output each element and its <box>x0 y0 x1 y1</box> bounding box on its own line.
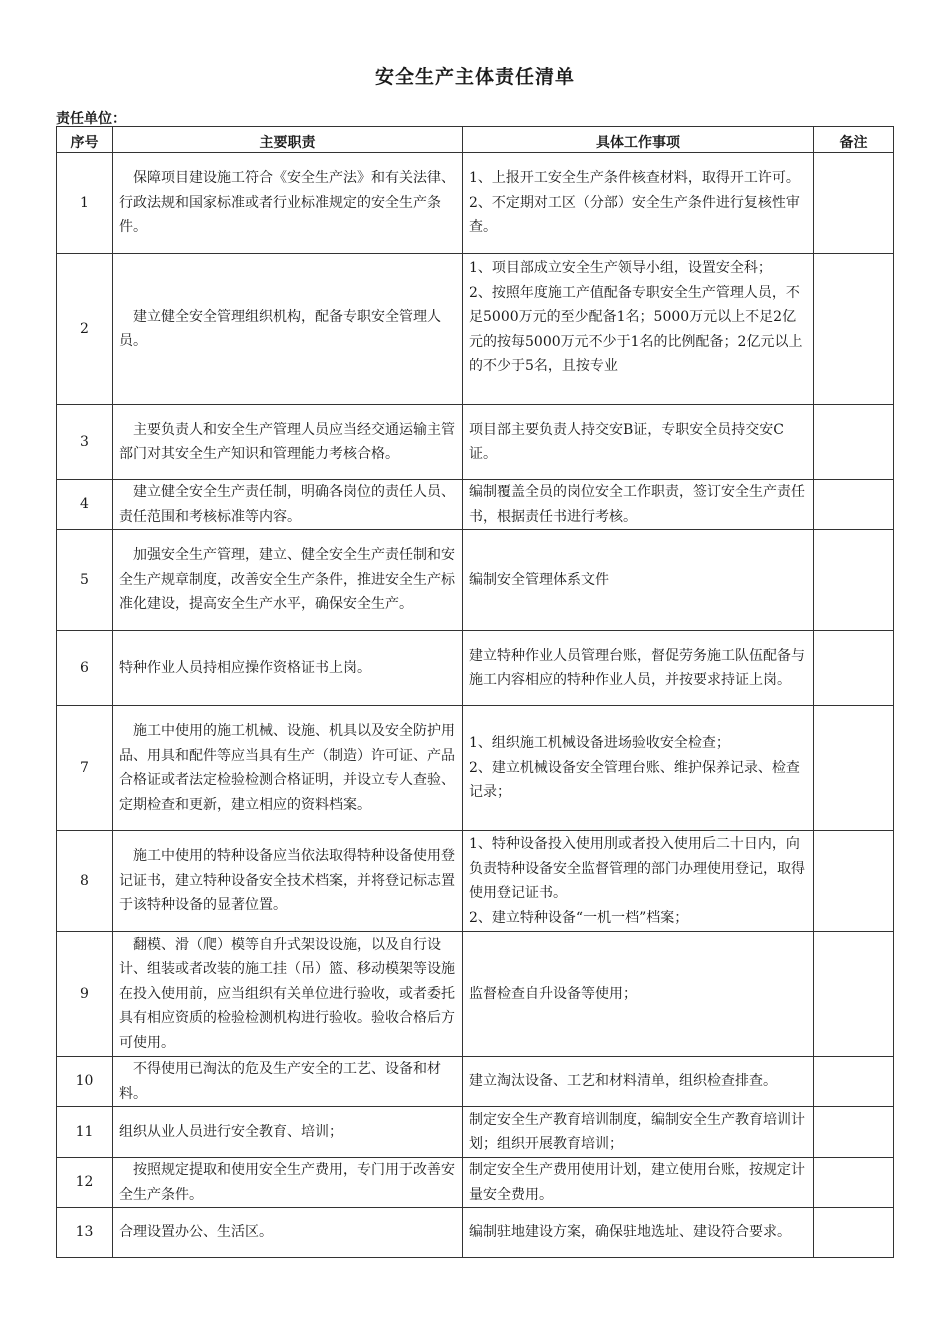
duty-text: 不得使用已淘汰的危及生产安全的工艺、设备和材料。 <box>119 1061 441 1102</box>
row-serial-no: 2 <box>57 254 113 405</box>
duty-text: 组织从业人员进行安全教育、培训； <box>119 1123 343 1140</box>
row-remark <box>814 1158 894 1208</box>
row-serial-no: 8 <box>57 831 113 932</box>
row-work-items <box>463 831 814 932</box>
duty-text: 建立健全安全管理组织机构，配备专职安全管理人员。 <box>119 308 441 349</box>
table-row <box>57 153 894 254</box>
row-remark <box>814 480 894 530</box>
work-item-text: 2、建立特种设备“一机一档”档案； <box>469 909 689 926</box>
row-work-items <box>463 631 814 706</box>
work-item-text: 1、项目部成立安全生产领导小组，设置安全科； <box>469 260 772 276</box>
row-serial-no: 7 <box>57 706 113 831</box>
work-item-text: 编制安全管理体系文件 <box>469 571 609 588</box>
header-work-items: 具体工作事项 <box>463 127 814 153</box>
row-serial-no: 10 <box>57 1057 113 1107</box>
work-item-text: 2、不定期对工区（分部）安全生产条件进行复核性审查。 <box>469 194 800 236</box>
work-item-text: 制定安全生产教育培训制度，编制安全生产教育培训计划；组织开展教育培训； <box>469 1111 805 1152</box>
table-row <box>57 1208 894 1258</box>
work-item-text: 监督检查自升设备等使用； <box>469 985 637 1002</box>
row-duty <box>113 1208 463 1258</box>
row-work-items <box>463 1107 814 1158</box>
row-work-items <box>463 153 814 254</box>
table-row <box>57 1107 894 1158</box>
table-row <box>57 254 894 405</box>
table-header-row <box>57 127 894 153</box>
responsible-unit-label: 责任单位： <box>56 111 126 127</box>
row-work-items <box>463 1057 814 1107</box>
duty-text: 特种作业人员持相应操作资格证书上岗。 <box>119 659 371 676</box>
row-serial-no: 9 <box>57 932 113 1057</box>
table-row <box>57 480 894 530</box>
duty-text: 加强安全生产管理，建立、健全安全生产责任制和安全生产规章制度，改善安全生产条件，推进安全生产标准化建设，提高安全生产水平，确保安全生产。 <box>119 547 455 613</box>
row-duty <box>113 480 463 530</box>
row-serial-no: 11 <box>57 1107 113 1158</box>
work-item-text: 编制覆盖全员的岗位安全工作职责，签订安全生产责任书，根据责任书进行考核。 <box>469 484 805 525</box>
table-row <box>57 932 894 1057</box>
row-serial-no: 12 <box>57 1158 113 1208</box>
duty-text: 建立健全安全生产责任制，明确各岗位的责任人员、责任范围和考核标准等内容。 <box>119 484 455 525</box>
row-work-items <box>463 254 814 405</box>
row-remark <box>814 706 894 831</box>
duty-text: 保障项目建设施工符合《安全生产法》和有关法律、行政法规和国家标准或者行业标准规定的安全生产条件。 <box>119 170 455 236</box>
row-remark <box>814 405 894 480</box>
table-row <box>57 1158 894 1208</box>
row-duty <box>113 706 463 831</box>
table-row <box>57 706 894 831</box>
row-remark <box>814 831 894 932</box>
row-work-items <box>463 1158 814 1208</box>
duty-text: 翻模、滑（爬）模等自升式架设设施，以及自行设计、组装或者改装的施工挂（吊）篮、移动模架等设施在投入使用前，应当组织有关单位进行验收，或者委托具有相应资质的检验检测机构进行验收。验收合格后方可使用。 <box>119 936 455 1051</box>
row-remark <box>814 153 894 254</box>
row-serial-no: 6 <box>57 631 113 706</box>
work-item-text: 制定安全生产费用使用计划，建立使用台账，按规定计量安全费用。 <box>469 1162 805 1203</box>
row-remark <box>814 1208 894 1258</box>
row-remark <box>814 932 894 1057</box>
row-work-items <box>463 706 814 831</box>
row-remark <box>814 1057 894 1107</box>
duty-text: 施工中使用的特种设备应当依法取得特种设备使用登记证书，建立特种设备安全技术档案，并将登记标志置于该特种设备的显著位置。 <box>119 848 455 914</box>
row-duty <box>113 831 463 932</box>
header-main-duty: 主要职责 <box>113 127 463 153</box>
work-item-text: 1、上报开工安全生产条件核查材料，取得开工许可。 <box>469 170 800 187</box>
duty-text: 主要负责人和安全生产管理人员应当经交通运输主管部门对其安全生产知识和管理能力考核合格。 <box>119 421 455 462</box>
row-remark <box>814 254 894 405</box>
row-serial-no: 13 <box>57 1208 113 1258</box>
table-row <box>57 530 894 631</box>
work-item-text: 2、建立机械设备安全管理台账、维护保养记录、检查记录； <box>469 759 800 801</box>
row-work-items <box>463 1208 814 1258</box>
duty-text: 按照规定提取和使用安全生产费用，专门用于改善安全生产条件。 <box>119 1162 455 1203</box>
row-duty <box>113 1107 463 1158</box>
work-item-text: 2、按照年度施工产值配备专职安全生产管理人员，不足5000万元的至少配备1名；5000万元以上不足2亿元的按每5000万元不少于1名的比例配备；2亿元以上的不少于5名，且按专业 <box>469 284 803 374</box>
row-remark <box>814 631 894 706</box>
row-serial-no: 3 <box>57 405 113 480</box>
row-duty <box>113 631 463 706</box>
row-serial-no: 1 <box>57 153 113 254</box>
table-row <box>57 405 894 480</box>
row-serial-no: 5 <box>57 530 113 631</box>
work-item-text: 建立淘汰设备、工艺和材料清单，组织检查排查。 <box>469 1073 777 1090</box>
work-item-text: 建立特种作业人员管理台账，督促劳务施工队伍配备与施工内容相应的特种作业人员，并按要求持证上岗。 <box>469 647 805 688</box>
row-duty <box>113 254 463 405</box>
responsibility-table <box>56 126 894 1258</box>
row-work-items <box>463 405 814 480</box>
header-serial-no: 序号 <box>57 127 113 153</box>
row-duty <box>113 153 463 254</box>
table-row <box>57 831 894 932</box>
duty-text: 合理设置办公、生活区。 <box>119 1224 273 1241</box>
row-duty <box>113 1158 463 1208</box>
table-row <box>57 1057 894 1107</box>
work-item-text: 1、组织施工机械设备进场验收安全检查； <box>469 735 730 752</box>
row-duty <box>113 405 463 480</box>
row-work-items <box>463 480 814 530</box>
row-work-items <box>463 932 814 1057</box>
row-remark <box>814 530 894 631</box>
row-duty <box>113 1057 463 1107</box>
row-remark <box>814 1107 894 1158</box>
work-item-text: 项目部主要负责人持交安B证，专职安全员持交安C证。 <box>469 421 784 462</box>
row-duty <box>113 932 463 1057</box>
header-remark: 备注 <box>814 127 894 153</box>
document-title: 安全生产主体责任清单 <box>374 66 575 88</box>
work-item-text: 编制驻地建设方案，确保驻地选址、建设符合要求。 <box>469 1224 791 1241</box>
duty-text: 施工中使用的施工机械、设施、机具以及安全防护用品、用具和配件等应当具有生产（制造）许可证、产品合格证或者法定检验检测合格证明，并设立专人查验、定期检查和更新，建立相应的资料档案。 <box>119 723 455 813</box>
row-duty <box>113 530 463 631</box>
work-item-text: 1、特种设备投入使用刖或者投入使用后二十日内，向负责特种设备安全监督管理的部门办理使用登记，取得使用登记证书。 <box>469 836 805 901</box>
table-row <box>57 631 894 706</box>
row-serial-no: 4 <box>57 480 113 530</box>
row-work-items <box>463 530 814 631</box>
